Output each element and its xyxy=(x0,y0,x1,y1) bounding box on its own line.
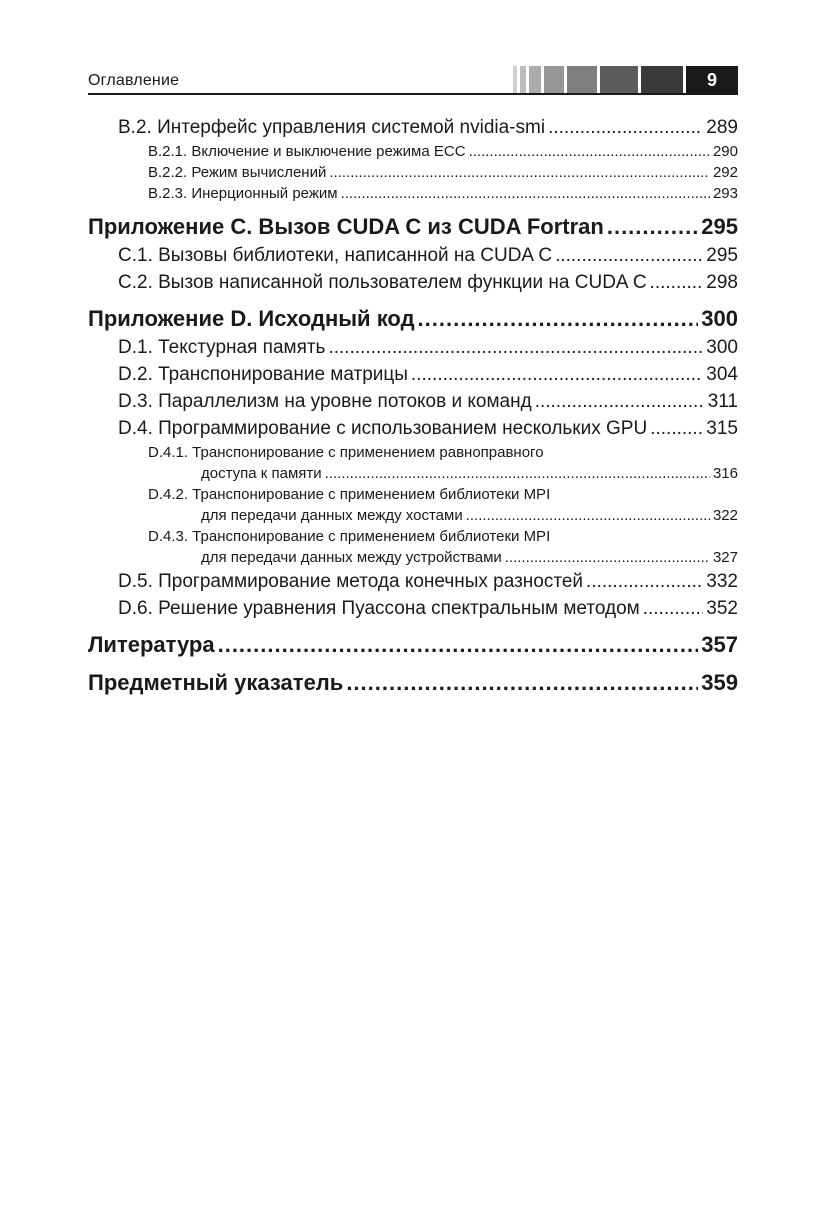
leader-dots xyxy=(218,630,699,660)
leader-dots xyxy=(469,141,710,162)
leader-dots xyxy=(328,334,703,361)
leader-dots xyxy=(650,415,703,442)
leader-dots xyxy=(329,162,710,183)
leader-dots xyxy=(466,505,710,526)
toc-page-number: 327 xyxy=(712,549,738,566)
toc-page-number: 300 xyxy=(706,337,738,358)
toc-entry-title: D.2. Транспонирование матрицы xyxy=(118,364,408,385)
toc-entry-title-line: D.4.3. Транспонирование с применением библиотеки MPI xyxy=(148,528,551,545)
toc-chapter-entry[interactable] xyxy=(88,668,738,698)
toc-page-number: 315 xyxy=(706,418,738,439)
tab-shade xyxy=(529,66,541,94)
toc-entry-title: D.5. Программирование метода конечных разностей xyxy=(118,571,584,592)
toc-entry-title: D.4. Программирование с использованием нескольких GPU xyxy=(118,418,648,439)
tab-shade xyxy=(520,66,526,94)
toc-page-number: 295 xyxy=(701,214,738,239)
toc-chapter-entry[interactable] xyxy=(88,304,738,334)
toc-page-number: 289 xyxy=(706,117,738,138)
toc-entry-title-line: D.4.1. Транспонирование с применением равноправного xyxy=(148,444,544,461)
leader-dots xyxy=(341,183,710,204)
leader-dots xyxy=(607,212,698,242)
toc-entry-title: B.2. Интерфейс управления системой nvidia-smi xyxy=(118,117,546,138)
leader-dots xyxy=(643,595,704,622)
toc-entry-title: B.2.3. Инерционный режим xyxy=(148,185,338,202)
toc-entry[interactable] xyxy=(88,242,738,269)
toc-page-number: 300 xyxy=(701,306,738,331)
toc-entry[interactable] xyxy=(88,361,738,388)
toc-page-number: 293 xyxy=(712,185,738,202)
toc-page-number: 295 xyxy=(706,245,738,266)
toc-page-number: 322 xyxy=(712,507,738,524)
table-of-contents xyxy=(88,114,738,698)
toc-chapter-entry[interactable] xyxy=(88,212,738,242)
toc-page-number: 311 xyxy=(707,391,738,412)
toc-entry[interactable] xyxy=(88,505,738,526)
toc-entry[interactable] xyxy=(88,269,738,296)
tab-shade xyxy=(567,66,597,94)
leader-dots xyxy=(555,242,703,269)
header-title: Оглавление xyxy=(88,72,180,89)
toc-page-number: 332 xyxy=(706,571,738,592)
toc-entry-title: Приложение D. Исходный код xyxy=(88,306,415,331)
leader-dots xyxy=(535,388,705,415)
toc-page-number: 292 xyxy=(712,164,738,181)
toc-page-number: 304 xyxy=(706,364,738,385)
toc-entry[interactable] xyxy=(88,162,738,183)
leader-dots xyxy=(411,361,703,388)
toc-entry[interactable] xyxy=(88,388,738,415)
toc-entry[interactable] xyxy=(88,463,738,484)
toc-page-number: 359 xyxy=(701,670,738,695)
tab-shade xyxy=(544,66,564,94)
toc-chapter-entry[interactable] xyxy=(88,630,738,660)
toc-entry[interactable] xyxy=(88,114,738,141)
header-rule xyxy=(88,93,738,95)
toc-entry-title: D.3. Параллелизм на уровне потоков и команд xyxy=(118,391,532,412)
toc-entry-title: D.1. Текстурная память xyxy=(118,337,326,358)
toc-entry-title: D.6. Решение уравнения Пуассона спектральным методом xyxy=(118,598,640,619)
toc-entry[interactable] xyxy=(88,568,738,595)
toc-entry[interactable] xyxy=(88,595,738,622)
page-number: 9 xyxy=(686,66,738,94)
leader-dots xyxy=(346,668,698,698)
toc-entry-title: C.2. Вызов написанной пользователем функции на CUDA C xyxy=(118,272,647,293)
leader-dots xyxy=(586,568,703,595)
toc-entry-title: Предметный указатель xyxy=(88,670,344,695)
toc-entry[interactable] xyxy=(88,334,738,361)
leader-dots xyxy=(505,547,710,568)
toc-page-number: 352 xyxy=(706,598,738,619)
leader-dots xyxy=(548,114,703,141)
toc-entry-title: B.2.1. Включение и выключение режима ECC xyxy=(148,143,466,160)
toc-entry-title: B.2.2. Режим вычислений xyxy=(148,164,327,181)
tab-shade xyxy=(600,66,638,94)
leader-dots xyxy=(325,463,710,484)
toc-entry-title: C.1. Вызовы библиотеки, написанной на CUDA C xyxy=(118,245,553,266)
toc-entry-title: Литература xyxy=(88,632,215,657)
toc-entry[interactable] xyxy=(88,141,738,162)
toc-page-number: 298 xyxy=(706,272,738,293)
toc-page-number: 357 xyxy=(701,632,738,657)
toc-entry-title: для передачи данных между устройствами xyxy=(201,549,502,566)
toc-page-number: 316 xyxy=(712,465,738,482)
toc-entry-title: доступа к памяти xyxy=(201,465,322,482)
toc-entry[interactable] xyxy=(88,415,738,442)
toc-entry[interactable] xyxy=(88,547,738,568)
leader-dots xyxy=(650,269,704,296)
tab-shade xyxy=(641,66,683,94)
toc-entry-title-line: D.4.2. Транспонирование с применением библиотеки MPI xyxy=(148,486,551,503)
tab-shade xyxy=(513,66,517,94)
leader-dots xyxy=(418,304,699,334)
running-header xyxy=(88,66,738,94)
toc-entry-title: Приложение C. Вызов CUDA C из CUDA Fortran xyxy=(88,214,604,239)
toc-page-number: 290 xyxy=(712,143,738,160)
toc-entry-title: для передачи данных между хостами xyxy=(201,507,463,524)
thumb-index-tabs xyxy=(513,66,738,94)
toc-entry[interactable] xyxy=(88,183,738,204)
